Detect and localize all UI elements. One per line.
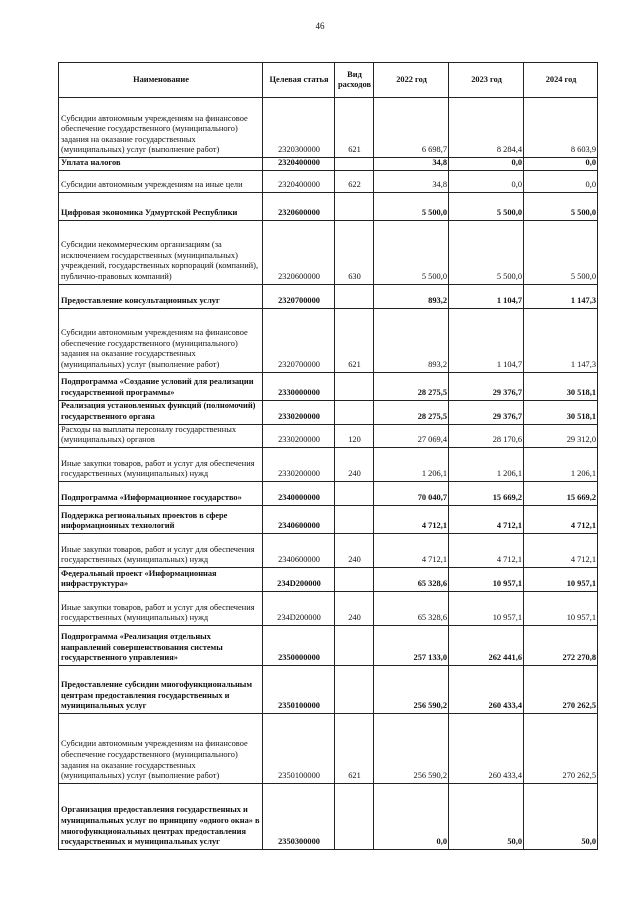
row-value-2022: 4 712,1 bbox=[374, 505, 449, 533]
row-expense-kind: 240 bbox=[335, 533, 374, 567]
row-target-article: 2330200000 bbox=[263, 424, 335, 447]
table-row bbox=[59, 400, 598, 424]
table-row bbox=[59, 192, 598, 220]
row-value-2022: 28 275,5 bbox=[374, 372, 449, 400]
row-expense-kind: 630 bbox=[335, 220, 374, 284]
table-row bbox=[59, 447, 598, 481]
row-value-2023: 260 433,4 bbox=[449, 665, 524, 713]
table-row bbox=[59, 158, 598, 171]
row-value-2022: 0,0 bbox=[374, 783, 449, 849]
row-value-2023: 1 104,7 bbox=[449, 308, 524, 372]
row-value-2022: 70 040,7 bbox=[374, 481, 449, 505]
row-value-2022: 893,2 bbox=[374, 284, 449, 308]
row-name: Реализация установленных функций (полномочий) государственного органа bbox=[59, 400, 263, 424]
row-name: Субсидии автономным учреждениям на финансовое обеспечение государственного (муниципального) задания на оказание государственных (муниципальных) услуг (выполнение работ) bbox=[59, 713, 263, 783]
row-target-article: 2320400000 bbox=[263, 158, 335, 171]
row-value-2024: 30 518,1 bbox=[524, 400, 598, 424]
row-expense-kind bbox=[335, 192, 374, 220]
row-target-article: 2320700000 bbox=[263, 308, 335, 372]
row-value-2024: 1 206,1 bbox=[524, 447, 598, 481]
table-row bbox=[59, 567, 598, 591]
row-target-article: 2340600000 bbox=[263, 533, 335, 567]
row-value-2023: 1 104,7 bbox=[449, 284, 524, 308]
row-target-article: 2320400000 bbox=[263, 170, 335, 192]
row-value-2024: 50,0 bbox=[524, 783, 598, 849]
table-row bbox=[59, 533, 598, 567]
row-value-2022: 4 712,1 bbox=[374, 533, 449, 567]
row-expense-kind bbox=[335, 505, 374, 533]
row-expense-kind: 621 bbox=[335, 308, 374, 372]
row-target-article: 2350300000 bbox=[263, 783, 335, 849]
row-value-2022: 65 328,6 bbox=[374, 591, 449, 625]
row-value-2023: 1 206,1 bbox=[449, 447, 524, 481]
header-2022: 2022 год bbox=[374, 63, 449, 98]
row-target-article: 2330200000 bbox=[263, 400, 335, 424]
row-value-2022: 28 275,5 bbox=[374, 400, 449, 424]
row-target-article: 2350000000 bbox=[263, 625, 335, 665]
row-target-article: 2320600000 bbox=[263, 220, 335, 284]
row-target-article: 2320600000 bbox=[263, 192, 335, 220]
budget-table bbox=[58, 62, 598, 850]
row-value-2024: 8 603,9 bbox=[524, 98, 598, 158]
row-name: Субсидии некоммерческим организациям (за исключением государственных (муниципальных) учреждений, государственных корпораций (компаний), публично-правовых компаний) bbox=[59, 220, 263, 284]
row-target-article: 2340000000 bbox=[263, 481, 335, 505]
table-row bbox=[59, 625, 598, 665]
row-value-2024: 15 669,2 bbox=[524, 481, 598, 505]
row-value-2023: 10 957,1 bbox=[449, 567, 524, 591]
row-expense-kind bbox=[335, 284, 374, 308]
header-name: Наименование bbox=[59, 63, 263, 98]
row-value-2024: 270 262,5 bbox=[524, 713, 598, 783]
row-value-2023: 5 500,0 bbox=[449, 220, 524, 284]
row-value-2022: 65 328,6 bbox=[374, 567, 449, 591]
table-row bbox=[59, 372, 598, 400]
row-name: Цифровая экономика Удмуртской Республики bbox=[59, 192, 263, 220]
table-row bbox=[59, 98, 598, 158]
row-name: Субсидии автономным учреждениям на финансовое обеспечение государственного (муниципального) задания на оказание государственных (муниципальных) услуг (выполнение работ) bbox=[59, 98, 263, 158]
row-value-2024: 5 500,0 bbox=[524, 192, 598, 220]
row-expense-kind bbox=[335, 567, 374, 591]
row-expense-kind bbox=[335, 158, 374, 171]
table-row bbox=[59, 783, 598, 849]
row-value-2023: 5 500,0 bbox=[449, 192, 524, 220]
table-row bbox=[59, 220, 598, 284]
row-value-2022: 5 500,0 bbox=[374, 192, 449, 220]
row-target-article: 2320300000 bbox=[263, 98, 335, 158]
row-value-2023: 29 376,7 bbox=[449, 372, 524, 400]
row-target-article: 2350100000 bbox=[263, 713, 335, 783]
row-expense-kind bbox=[335, 665, 374, 713]
row-value-2022: 34,8 bbox=[374, 158, 449, 171]
row-expense-kind: 621 bbox=[335, 713, 374, 783]
row-value-2023: 8 284,4 bbox=[449, 98, 524, 158]
row-value-2024: 10 957,1 bbox=[524, 567, 598, 591]
row-name: Подпрограмма «Информационное государство» bbox=[59, 481, 263, 505]
row-value-2023: 4 712,1 bbox=[449, 533, 524, 567]
row-name: Подпрограмма «Создание условий для реализации государственной программы» bbox=[59, 372, 263, 400]
row-value-2023: 0,0 bbox=[449, 170, 524, 192]
row-expense-kind: 240 bbox=[335, 591, 374, 625]
row-name: Субсидии автономным учреждениям на иные цели bbox=[59, 170, 263, 192]
header-target-article: Целевая статья bbox=[263, 63, 335, 98]
row-value-2023: 15 669,2 bbox=[449, 481, 524, 505]
row-value-2024: 5 500,0 bbox=[524, 220, 598, 284]
row-value-2024: 272 270,8 bbox=[524, 625, 598, 665]
header-2024: 2024 год bbox=[524, 63, 598, 98]
row-value-2024: 29 312,0 bbox=[524, 424, 598, 447]
row-value-2022: 256 590,2 bbox=[374, 713, 449, 783]
row-value-2023: 260 433,4 bbox=[449, 713, 524, 783]
header-expense-kind: Вид расходов bbox=[335, 63, 374, 98]
row-expense-kind: 120 bbox=[335, 424, 374, 447]
table-row bbox=[59, 308, 598, 372]
row-value-2024: 1 147,3 bbox=[524, 284, 598, 308]
table-row bbox=[59, 481, 598, 505]
row-target-article: 2330200000 bbox=[263, 447, 335, 481]
table-row bbox=[59, 591, 598, 625]
row-value-2023: 10 957,1 bbox=[449, 591, 524, 625]
table-header-row bbox=[59, 63, 598, 98]
row-name: Подпрограмма «Реализация отдельных направлений совершенствования системы государственного управления» bbox=[59, 625, 263, 665]
header-2023: 2023 год bbox=[449, 63, 524, 98]
row-name: Иные закупки товаров, работ и услуг для обеспечения государственных (муниципальных) нужд bbox=[59, 447, 263, 481]
row-value-2024: 30 518,1 bbox=[524, 372, 598, 400]
table-row bbox=[59, 665, 598, 713]
row-name: Предоставление субсидии многофункциональным центрам предоставления государственных и муниципальных услуг bbox=[59, 665, 263, 713]
row-target-article: 2350100000 bbox=[263, 665, 335, 713]
table-row bbox=[59, 170, 598, 192]
row-name: Иные закупки товаров, работ и услуг для обеспечения государственных (муниципальных) нужд bbox=[59, 591, 263, 625]
row-name: Иные закупки товаров, работ и услуг для обеспечения государственных (муниципальных) нужд bbox=[59, 533, 263, 567]
row-value-2023: 29 376,7 bbox=[449, 400, 524, 424]
row-name: Федеральный проект «Информационная инфраструктура» bbox=[59, 567, 263, 591]
table-row bbox=[59, 424, 598, 447]
row-expense-kind: 621 bbox=[335, 98, 374, 158]
row-value-2024: 270 262,5 bbox=[524, 665, 598, 713]
table-row bbox=[59, 284, 598, 308]
row-value-2024: 4 712,1 bbox=[524, 533, 598, 567]
row-target-article: 2330000000 bbox=[263, 372, 335, 400]
row-name: Уплата налогов bbox=[59, 158, 263, 171]
row-expense-kind bbox=[335, 481, 374, 505]
row-value-2024: 10 957,1 bbox=[524, 591, 598, 625]
row-value-2023: 4 712,1 bbox=[449, 505, 524, 533]
row-name: Субсидии автономным учреждениям на финансовое обеспечение государственного (муниципального) задания на оказание государственных (муниципальных) услуг (выполнение работ) bbox=[59, 308, 263, 372]
table-row bbox=[59, 505, 598, 533]
row-expense-kind bbox=[335, 783, 374, 849]
row-name: Расходы на выплаты персоналу государственных (муниципальных) органов bbox=[59, 424, 263, 447]
row-value-2023: 28 170,6 bbox=[449, 424, 524, 447]
row-value-2022: 1 206,1 bbox=[374, 447, 449, 481]
row-target-article: 2340600000 bbox=[263, 505, 335, 533]
page-number: 46 bbox=[315, 21, 325, 31]
row-name: Организация предоставления государственных и муниципальных услуг по принципу «одного окна» в многофункциональных центрах предоставления государственных и муниципальных услуг bbox=[59, 783, 263, 849]
row-value-2022: 27 069,4 bbox=[374, 424, 449, 447]
row-expense-kind: 240 bbox=[335, 447, 374, 481]
row-target-article: 234D200000 bbox=[263, 567, 335, 591]
row-target-article: 234D200000 bbox=[263, 591, 335, 625]
row-value-2022: 5 500,0 bbox=[374, 220, 449, 284]
row-expense-kind bbox=[335, 400, 374, 424]
row-value-2022: 34,8 bbox=[374, 170, 449, 192]
row-value-2024: 1 147,3 bbox=[524, 308, 598, 372]
row-expense-kind: 622 bbox=[335, 170, 374, 192]
table-row bbox=[59, 713, 598, 783]
row-expense-kind bbox=[335, 372, 374, 400]
row-name: Предоставление консультационных услуг bbox=[59, 284, 263, 308]
row-value-2023: 0,0 bbox=[449, 158, 524, 171]
row-expense-kind bbox=[335, 625, 374, 665]
row-name: Поддержка региональных проектов в сфере информационных технологий bbox=[59, 505, 263, 533]
row-target-article: 2320700000 bbox=[263, 284, 335, 308]
row-value-2024: 0,0 bbox=[524, 158, 598, 171]
row-value-2024: 0,0 bbox=[524, 170, 598, 192]
row-value-2022: 257 133,0 bbox=[374, 625, 449, 665]
row-value-2022: 6 698,7 bbox=[374, 98, 449, 158]
row-value-2024: 4 712,1 bbox=[524, 505, 598, 533]
row-value-2022: 256 590,2 bbox=[374, 665, 449, 713]
row-value-2023: 262 441,6 bbox=[449, 625, 524, 665]
row-value-2023: 50,0 bbox=[449, 783, 524, 849]
row-value-2022: 893,2 bbox=[374, 308, 449, 372]
